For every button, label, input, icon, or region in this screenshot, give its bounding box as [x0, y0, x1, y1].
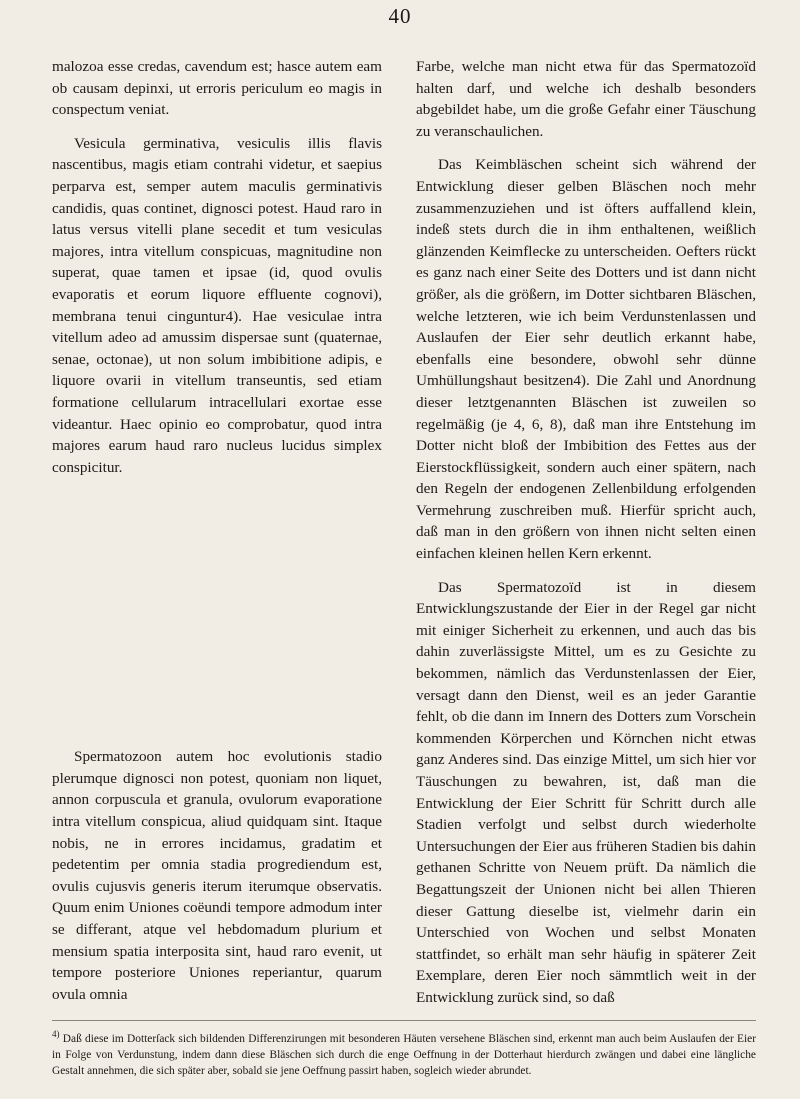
footnote — [52, 1026, 756, 1079]
footnote-text: Daß diese im Dotterſack sich bildenden Differenzirungen mit besonderen Häuten versehene Bläschen sind, erkennt man auch beim Auslaufen der Eier in Folge von Verdunstung, indem dann diese Bläschen sich durch die enge Oeffnung in der Dotterhaut hierdurch zwängen und dabei eine längliche Gestalt annehmen, die sich später aber, sobald sie jene Oeffnung passirt haben, sogleich wieder abrundet. — [52, 1032, 756, 1077]
latin-paragraph-1: malozoa esse credas, cavendum est; hasce autem eam ob causam depinxi, ut erroris periculum eo magis in conspectum veniat. — [52, 58, 382, 119]
page-number: 40 — [388, 4, 412, 28]
german-paragraph-2: Das Keimbläschen scheint sich während der Entwicklung dieser gelben Bläschen noch mehr zusammenzuziehen und ist öfters auffallend klein, indeß stets durch die in ihm enthaltenen, weißlich glänzenden Keimflecke zu unterscheiden. Oefters rückt es ganz nach einer Seite des Dotters und ist dann nicht größer, als die größern, im Dotter sichtbaren Bläschen, welche letzteren, wie ich beim Verdunstenlassen und Auslaufen der Eier sehr deutlich erkannt habe, ebenfalls eine besondere, obwohl sehr dünne Umhüllungshaut besitzen4). Die Zahl und Anordnung dieser letztgenannten Bläschen ist zuweilen so regelmäßig (je 4, 6, 8), daß man ihre Entstehung im Dotter nicht bloß der Imbibition des Fettes aus der Eierstockflüssigkeit, sondern auch einer spätern, nach den Regeln der endogenen Zellenbildung erfolgenden Vermehrung zuschreiben muß. Hierfür spricht auch, daß man in den größern von ihnen nicht selten einen einfachen kleinen hellen Kern erkennt. — [416, 156, 756, 563]
footnote-divider — [52, 1020, 756, 1021]
latin-paragraph-2: Vesicula germinativa, vesiculis illis flavis nascentibus, magis etiam contrahi videtur, et saepius perparva est, semper autem maculis germinativis candidis, quas continet, dignosci potest. Haud raro in latus versus vitelli plane secedit et tum vesiculas majores, intra vitellum conspicuas, magnitudine non superat, quae tamen et ipsae (id, quod ovulis evaporatis et eorum liquore effluente cognovi), membrana tenui cinguntur4). Hae vesiculae intra vitellum adeo ad amussim dispersae sunt (quaternae, senae, octonae), ut non solum imbibitione adipis, e liquore ovarii in vitellum transeuntis, sed etiam formatione cellularum intracellulari exortae esse videantur. Haec opinio eo comprobatur, quod intra majores earum haud raro nucleus lucidus simplex conspicitur. — [52, 134, 382, 476]
footnote-mark: 4) — [52, 1029, 60, 1039]
latin-paragraph-3: Spermatozoon autem hoc evolutionis stadio plerumque dignosci non potest, quoniam non liquet, annon corpuscula et granula, ovulorum evaporatione intra vitellum conspicua, aliud quidquam sint. Itaque nobis, ne in errores incidamus, gradatim et pedetentim per omnia stadia progrediendum est, ovulis cujusvis generis iterum iterumque observatis. Quum enim Uniones coëundi tempore admodum inter se differant, atque vel hebdomadum plurium et mensium spatia interposita sint, haud raro evenit, ut tempore posteriore Uniones reperiantur, quarum ovula omnia — [52, 748, 382, 1003]
latin-column — [52, 56, 382, 1005]
german-paragraph-1: Farbe, welche man nicht etwa für das Spermatozoïd halten darf, und welche ich deshalb besonders abgebildet habe, um die große Gefahr einer Täuschung zu veranschaulichen. — [416, 58, 756, 140]
german-column — [416, 56, 756, 1009]
german-paragraph-3: Das Spermatozoïd ist in diesem Entwicklungszustande der Eier in der Regel gar nicht mit einiger Sicherheit zu erkennen, und auch das bis dahin zuverlässigste Mittel, um es zu Gesichte zu bekommen, nämlich das Verdunstenlassen der Eier, versagt dann den Dienst, weil es an jeder Garantie fehlt, ob die dann im Innern des Dotters zum Vorschein kommenden Körperchen und Körnchen nicht etwas ganz Anderes sind. Das einzige Mittel, um sich hier vor Täuschungen zu bewahren, ist, daß man die Entwicklung der Eier Schritt für Schritt durch alle Stadien verfolgt und selbst durch wiederholte Untersuchungen der Eier aus früheren Stadien bis dahin gethanen Schritte von Neuem prüft. Da nämlich die Begattungszeit der Unionen nicht bei allen Thieren dieser Gattung dieselbe ist, vielmehr darin ein Unterschied von Wochen und selbst Monaten stattfindet, so erhält man sehr häufig in späterer Zeit Exemplare, deren Eier noch sämmtlich weit in der Entwicklung zurück sind, so daß — [416, 578, 756, 1006]
